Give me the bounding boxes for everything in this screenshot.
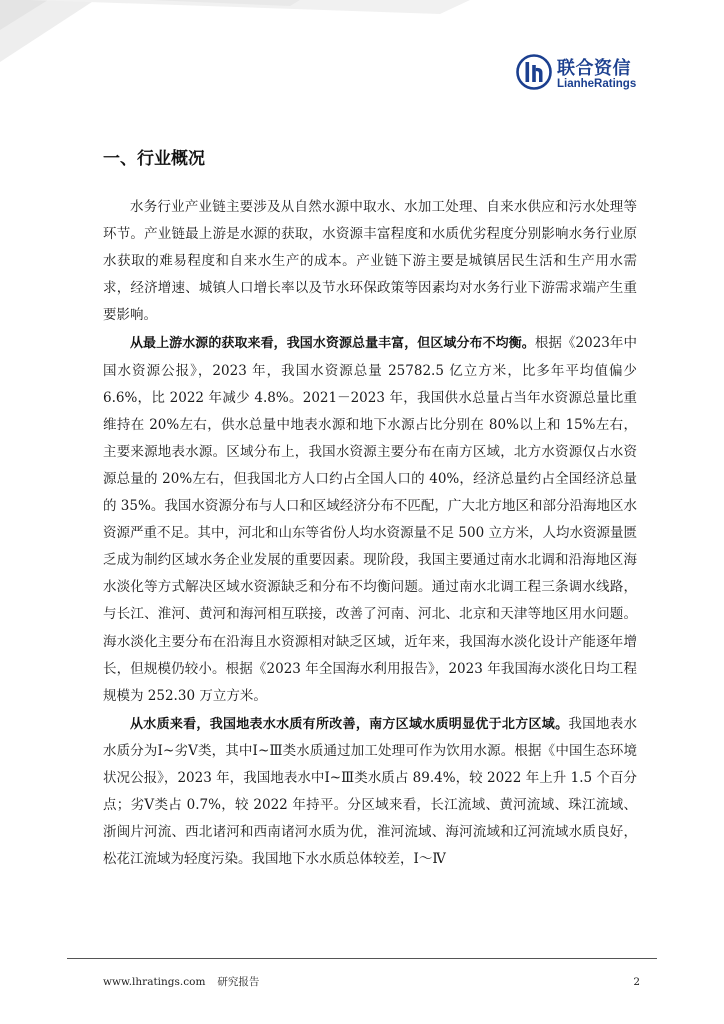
paragraph-water-quality [103, 711, 637, 874]
lianhe-logo [516, 52, 646, 96]
paragraph-text: 我国地表水水质分为Ⅰ~劣Ⅴ类，其中Ⅰ~Ⅲ类水质通过加工处理可作为饮用水源。根据《中国生态环境状况公报》，2023 年，我国地表水中Ⅰ~Ⅲ类水质占 89.4%，较 2022 年上升 1.5 个百分点；劣Ⅴ类占 0.7%，较 2022 年持平。分区域来看，长江流域、黄河流域、珠江流域、浙闽片河流、西北诸河和西南诸河水质为优，淮河流域、海河流域和辽河流域水质良好，松花江流域为轻度污染。我国地下水水质总体较差，Ⅰ～Ⅳ [103, 715, 637, 868]
section-title: 一、行业概况 [103, 149, 205, 169]
paragraph-text: 水务行业产业链主要涉及从自然水源中取水、水加工处理、自来水供应和污水处理等环节。产业链最上游是水源的获取，水资源丰富程度和水质优劣程度分别影响水务行业原水获取的难易程度和自来水生产的成本。产业链下游主要是城镇居民生活和生产用水需求，经济增速、城镇人口增长率以及节水环保政策等因素均对水务行业下游需求端产生重要影响。 [103, 199, 637, 324]
paragraph-lead: 从水质来看，我国地表水水质有所改善，南方区域水质明显优于北方区域。 [130, 716, 569, 732]
logo-chinese-name: 联合资信 [557, 58, 631, 79]
logo-english-name: LianheRatings [557, 78, 637, 90]
paragraph-lead: 从最上游水源的获取来看，我国水资源总量丰富，但区域分布不均衡。 [130, 336, 535, 352]
paragraph-water-resources [103, 330, 637, 709]
footer-divider [67, 958, 657, 959]
lianhe-logo-icon [516, 54, 552, 90]
footer-website-link[interactable]: www.lhratings.com [103, 976, 206, 988]
paragraph-text: 根据《2023年中国水资源公报》，2023 年，我国水资源总量 25782.5 亿立方米，比多年平均值偏少 6.6%，比 2022 年减少 4.8%。2021－2023 年，我国供水总量占当年水资源总量比重维持在 20%左右，供水总量中地表水源和地下水源占比分别在 80%以上和 15%左右，主要来源地表水源。区域分布上，我国水资源主要分布在南方区域，北方水资源仅占水资源总量的 20%左右，但我国北方人口约占全国人口的 40%，经济总量约占全国经济总量的 35%。我国水资源分布与人口和区域经济分布不匹配，广大北方地区和部分沿海地区水资源严重不足。其中，河北和山东等省份人均水资源量不足 500 立方米，人均水资源量匮乏成为制约区域水务企业发展的重要因素。现阶段，我国主要通过南水北调和沿海地区海水淡化等方式解决区域水资源缺乏和分布不均衡问题。通过南水北调工程三条调水线路，与长江、淮河、黄河和海河相互联接，改善了河南、河北、北京和天津等地区用水问题。海水淡化主要分布在沿海且水资源相对缺乏区域，近年来，我国海水淡化设计产能逐年增长，但规模仍较小。根据《2023 年全国海水利用报告》，2023 年我国海水淡化日均工程规模为 252.30 万立方米。 [103, 335, 637, 704]
page-number: 2 [633, 976, 640, 988]
paragraph-industry-chain [103, 194, 637, 329]
footer-info [103, 975, 259, 989]
footer-report-type: 研究报告 [217, 976, 260, 988]
body-text [103, 194, 637, 874]
corner-decoration-icon [0, 0, 480, 80]
